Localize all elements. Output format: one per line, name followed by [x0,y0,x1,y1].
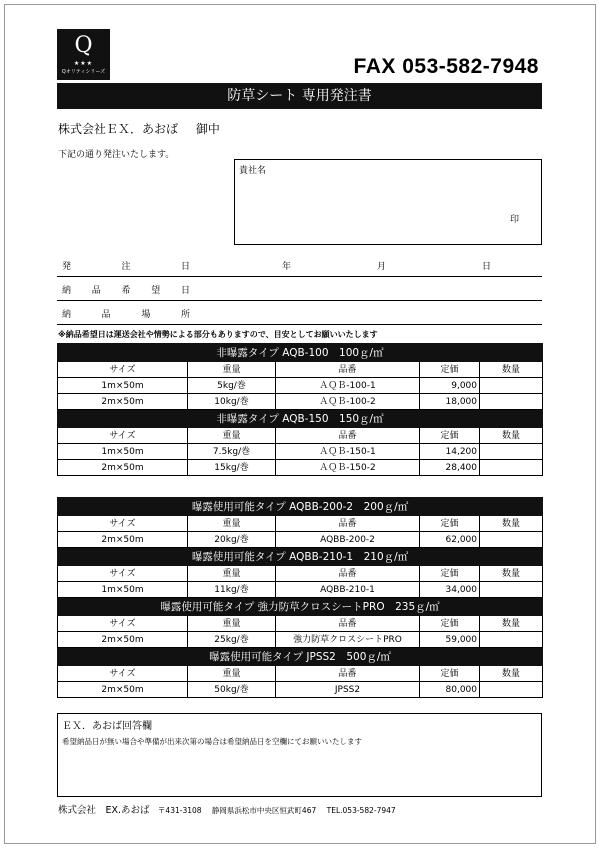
product-code: AQBB-200-2 [276,532,420,548]
quantity-input[interactable] [480,378,543,394]
product-price: 18,000 [420,394,480,410]
product-price: 9,000 [420,378,480,394]
addressee [58,120,220,137]
product-table-exposed [57,497,543,698]
product-size: 1m×50m [58,378,188,394]
column-header: 数量 [480,566,543,582]
column-header: 品番 [276,362,420,378]
product-size: 2m×50m [58,394,188,410]
product-weight: 11kg/巻 [188,582,276,598]
answer-message: 希望納品日が無い場合や準備が出来次第の場合は希望納品日を空欄にてお願いいたします [62,737,362,746]
column-header: サイズ [58,362,188,378]
product-row [58,682,543,698]
product-price: 34,000 [420,582,480,598]
product-row [58,532,543,548]
product-code: ＡＱＢ-150-2 [276,460,420,476]
customer-name-field[interactable] [234,159,542,245]
column-header: 数量 [480,362,543,378]
product-code: AQBB-210-1 [276,582,420,598]
column-header: サイズ [58,566,188,582]
product-size: 2m×50m [58,632,188,648]
addressee-honorific: 御中 [195,122,220,136]
intro-text: 下記の通り発注いたします。 [58,150,175,160]
product-group-title: 曝露使用可能タイプ JPSS2 500ｇ/㎡ [58,648,543,666]
product-code: 強力防草クロスシートPRO [276,632,420,648]
column-header: 数量 [480,666,543,682]
answer-title: ＥＸ．あおば回答欄 [62,721,152,732]
product-code: JPSS2 [276,682,420,698]
day-label: 日 [482,262,492,272]
column-header: 品番 [276,428,420,444]
logo-letter: Q [74,33,93,58]
order-date-field[interactable] [57,253,542,277]
column-header: 品番 [276,666,420,682]
desired-date-label [62,283,190,296]
column-header: 定価 [420,566,480,582]
quantity-input[interactable] [480,632,543,648]
label-char: 場 [141,310,151,320]
footer-postal: 〒431-3108 [157,806,202,815]
product-row [58,460,543,476]
column-header: 数量 [480,428,543,444]
product-group-title: 曝露使用可能タイプ AQBB-210-1 210ｇ/㎡ [58,548,543,566]
footer-company: 株式会社 EX.あおば [58,805,150,816]
product-size: 1m×50m [58,582,188,598]
fax-number: FAX 053-582-7948 [353,55,539,78]
column-header: 品番 [276,566,420,582]
column-header: 重量 [188,616,276,632]
label-char: 品 [91,286,101,296]
product-price: 14,200 [420,444,480,460]
product-weight: 50kg/巻 [188,682,276,698]
product-code: ＡＱＢ-150-1 [276,444,420,460]
product-weight: 10kg/巻 [188,394,276,410]
label-char: 日 [180,262,190,272]
product-weight: 7.5kg/巻 [188,444,276,460]
customer-name-label: 貴社名 [239,166,267,176]
column-header: 重量 [188,566,276,582]
column-header: 定価 [420,428,480,444]
quantity-input[interactable] [480,532,543,548]
brand-logo [57,29,110,80]
month-label: 月 [377,262,387,272]
column-header: 品番 [276,516,420,532]
column-header: サイズ [58,428,188,444]
label-char: 品 [101,310,111,320]
footer-address: 静岡県浜松市中央区恒武町467 [211,806,317,815]
product-group-title: 非曝露タイプ AQB-150 150ｇ/㎡ [58,410,543,428]
delivery-place-field[interactable] [57,301,542,325]
year-label: 年 [282,262,292,272]
answer-section[interactable] [57,713,542,797]
label-char: 日 [180,286,190,296]
delivery-place-label [62,307,190,320]
product-row [58,632,543,648]
product-size: 1m×50m [58,444,188,460]
column-header: 重量 [188,428,276,444]
product-price: 59,000 [420,632,480,648]
addressee-company: 株式会社ＥＸ．あおば [58,122,179,136]
footer [58,802,404,816]
product-group-title: 非曝露タイプ AQB-100 100ｇ/㎡ [58,344,543,362]
quantity-input[interactable] [480,394,543,410]
form-title: 防草シート 専用発注書 [57,83,542,109]
product-size: 2m×50m [58,460,188,476]
quantity-input[interactable] [480,682,543,698]
product-code: ＡＱＢ-100-1 [276,378,420,394]
label-char: 望 [151,286,161,296]
column-header: 定価 [420,666,480,682]
label-char: 希 [121,286,131,296]
column-header: 数量 [480,516,543,532]
product-row [58,394,543,410]
product-group-title: 曝露使用可能タイプ 強力防草クロスシートPRO 235ｇ/㎡ [58,598,543,616]
column-header: サイズ [58,616,188,632]
column-header: サイズ [58,516,188,532]
product-row [58,582,543,598]
column-header: 重量 [188,666,276,682]
quantity-input[interactable] [480,582,543,598]
product-size: 2m×50m [58,532,188,548]
logo-series: Qオリティシリーズ [61,69,106,75]
label-char: 所 [180,310,190,320]
product-group-title: 曝露使用可能タイプ AQBB-200-2 200ｇ/㎡ [58,498,543,516]
product-weight: 20kg/巻 [188,532,276,548]
product-table-non-exposed [57,343,543,476]
product-price: 28,400 [420,460,480,476]
column-header: 品番 [276,616,420,632]
label-char: 発 [62,262,72,272]
product-row [58,444,543,460]
product-price: 80,000 [420,682,480,698]
delivery-note: ※納品希望日は運送会社や情勢による部分もありますので、目安としてお願いいたします [58,330,378,339]
product-code: ＡＱＢ-100-2 [276,394,420,410]
product-price: 62,000 [420,532,480,548]
label-char: 納 [62,310,72,320]
quantity-input[interactable] [480,444,543,460]
column-header: 定価 [420,516,480,532]
column-header: 定価 [420,362,480,378]
product-weight: 25kg/巻 [188,632,276,648]
column-header: 定価 [420,616,480,632]
column-header: サイズ [58,666,188,682]
product-row [58,378,543,394]
column-header: 重量 [188,516,276,532]
quantity-input[interactable] [480,460,543,476]
seal-mark: 印 [509,215,519,225]
footer-tel: TEL.053-582-7947 [326,806,396,815]
column-header: 数量 [480,616,543,632]
product-weight: 15kg/巻 [188,460,276,476]
logo-stars: ★★★ [73,60,94,67]
desired-date-field[interactable] [57,277,542,301]
column-header: 重量 [188,362,276,378]
label-char: 注 [121,262,131,272]
label-char: 納 [62,286,72,296]
product-size: 2m×50m [58,682,188,698]
order-date-label [62,259,190,272]
product-weight: 5kg/巻 [188,378,276,394]
